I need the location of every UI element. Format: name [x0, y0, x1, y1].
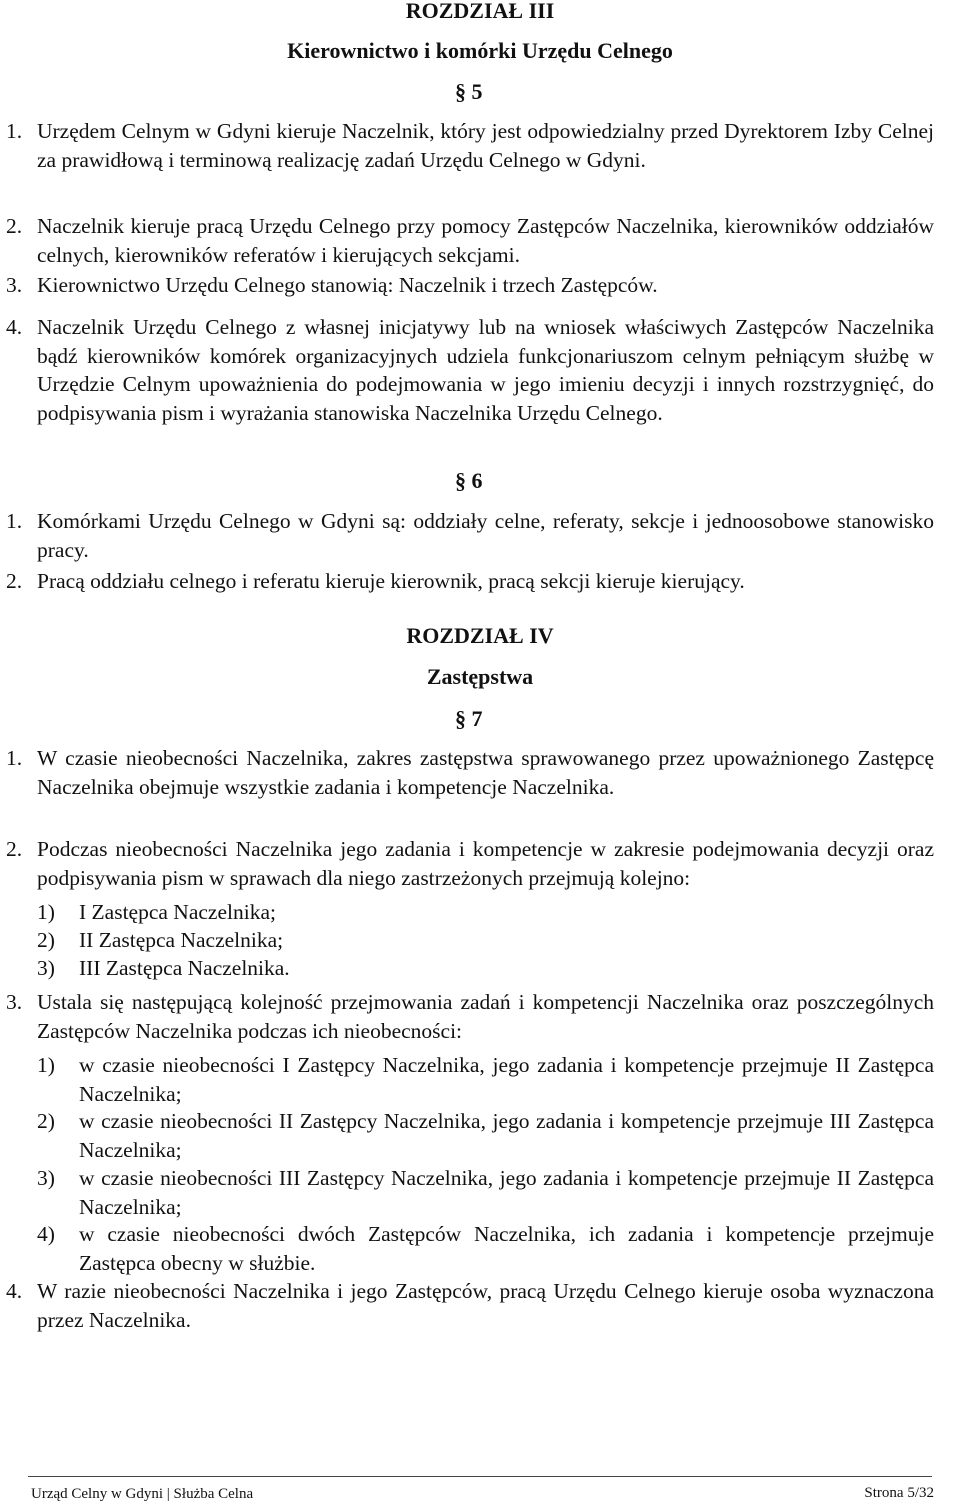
item-text: Ustala się następującą kolejność przejmowania zadań i kompetencji Naczelnika oraz poszczególnych Zastępców Naczelnika podczas ich nieobecności:: [37, 990, 934, 1043]
item-number: 4.: [6, 1279, 23, 1303]
list-item: [6, 744, 934, 801]
item-text: Pracą oddziału celnego i referatu kieruje kierownik, pracą sekcji kieruje kierujący.: [37, 569, 745, 593]
item-text: W razie nieobecności Naczelnika i jego Zastępców, pracą Urzędu Celnego kieruje osoba wyznaczona przez Naczelnika.: [37, 1279, 934, 1332]
sub-list-item: [37, 1164, 934, 1221]
list-item: [6, 567, 934, 596]
sub-list-item: [37, 926, 934, 955]
list-item: [6, 117, 934, 174]
list-item: [6, 988, 934, 1045]
list-item: [6, 1277, 934, 1334]
item-text: Podczas nieobecności Naczelnika jego zadania i kompetencje w zakresie podejmowania decyzji oraz podpisywania pism w sprawach dla niego zastrzeżonych przejmują kolejno:: [37, 837, 934, 890]
subitem-number: 1): [37, 900, 55, 924]
item-number: 3.: [6, 273, 23, 297]
subitem-number: 2): [37, 1109, 55, 1133]
subitem-text: III Zastępca Naczelnika.: [79, 956, 290, 980]
list-item: [6, 212, 934, 269]
chapter-title: ROZDZIAŁ IV: [406, 623, 554, 648]
sub-list-item: [37, 1051, 934, 1108]
subitem-text: w czasie nieobecności I Zastępcy Naczelnika, jego zadania i kompetencje przejmuje II Zastępca Naczelnika;: [79, 1053, 934, 1106]
item-number: 4.: [6, 315, 23, 339]
chapter-title: ROZDZIAŁ III: [405, 0, 555, 23]
item-text: Urzędem Celnym w Gdyni kieruje Naczelnik, który jest odpowiedzialny przed Dyrektorem Izby Celnej za prawidłową i terminową realizację zadań Urzędu Celnego w Gdyni.: [37, 119, 934, 172]
sub-list-item: [37, 954, 934, 983]
subitem-text: w czasie nieobecności III Zastępcy Naczelnika, jego zadania i kompetencje przejmuje II Zastępca Naczelnika;: [79, 1166, 934, 1219]
item-number: 1.: [6, 509, 23, 533]
subitem-text: II Zastępca Naczelnika;: [79, 928, 284, 952]
list-item: [6, 313, 934, 427]
footer-divider: [28, 1476, 932, 1477]
subitem-number: 2): [37, 928, 55, 952]
page-number: Strona 5/32: [864, 1485, 934, 1501]
subitem-text: I Zastępca Naczelnika;: [79, 900, 276, 924]
subitem-number: 3): [37, 956, 55, 980]
subitem-number: 4): [37, 1222, 55, 1246]
item-text: Komórkami Urzędu Celnego w Gdyni są: oddziały celne, referaty, sekcje i jednoosobowe stanowisko pracy.: [37, 509, 934, 562]
sub-list-item: [37, 1107, 934, 1164]
item-text: W czasie nieobecności Naczelnika, zakres zastępstwa sprawowanego przez upoważnionego Zastępcę Naczelnika obejmuje wszystkie zadania i kompetencje Naczelnika.: [37, 746, 934, 799]
item-number: 1.: [6, 746, 23, 770]
item-number: 3.: [6, 990, 23, 1014]
item-number: 2.: [6, 569, 23, 593]
paragraph-mark: § 5: [455, 79, 483, 104]
subitem-text: w czasie nieobecności dwóch Zastępców Naczelnika, ich zadania i kompetencje przejmuje Zastępca obecny w służbie.: [79, 1222, 934, 1275]
list-item: [6, 835, 934, 892]
subitem-text: w czasie nieobecności II Zastępcy Naczelnika, jego zadania i kompetencje przejmuje III Zastępca Naczelnika;: [79, 1109, 934, 1162]
list-item: [6, 271, 934, 300]
chapter-subtitle: Zastępstwa: [426, 664, 534, 689]
sub-list-item: [37, 898, 934, 927]
sub-list-item: [37, 1220, 934, 1277]
paragraph-mark: § 7: [455, 706, 483, 731]
list-item: [6, 507, 934, 564]
footer-organization: Urząd Celny w Gdyni | Służba Celna: [31, 1486, 254, 1502]
paragraph-mark: § 6: [455, 468, 483, 493]
chapter-subtitle: Kierownictwo i komórki Urzędu Celnego: [287, 38, 673, 63]
subitem-number: 3): [37, 1166, 55, 1190]
item-number: 2.: [6, 837, 23, 861]
item-number: 1.: [6, 119, 23, 143]
item-text: Naczelnik Urzędu Celnego z własnej inicjatywy lub na wniosek właściwych Zastępców Naczelnika bądź kierowników komórek organizacyjnych udziela funkcjonariuszom celnym pełniącym służbę w Urzędzie Celnym upoważnienia do podejmowania w jego imieniu decyzji i innych rozstrzygnięć, do podpisywania pism i wyrażania stanowiska Naczelnika Urzędu Celnego.: [37, 315, 934, 425]
subitem-number: 1): [37, 1053, 55, 1077]
item-number: 2.: [6, 214, 23, 238]
item-text: Kierownictwo Urzędu Celnego stanowią: Naczelnik i trzech Zastępców.: [37, 273, 658, 297]
item-text: Naczelnik kieruje pracą Urzędu Celnego przy pomocy Zastępców Naczelnika, kierowników oddziałów celnych, kierowników referatów i kierujących sekcjami.: [37, 214, 934, 267]
